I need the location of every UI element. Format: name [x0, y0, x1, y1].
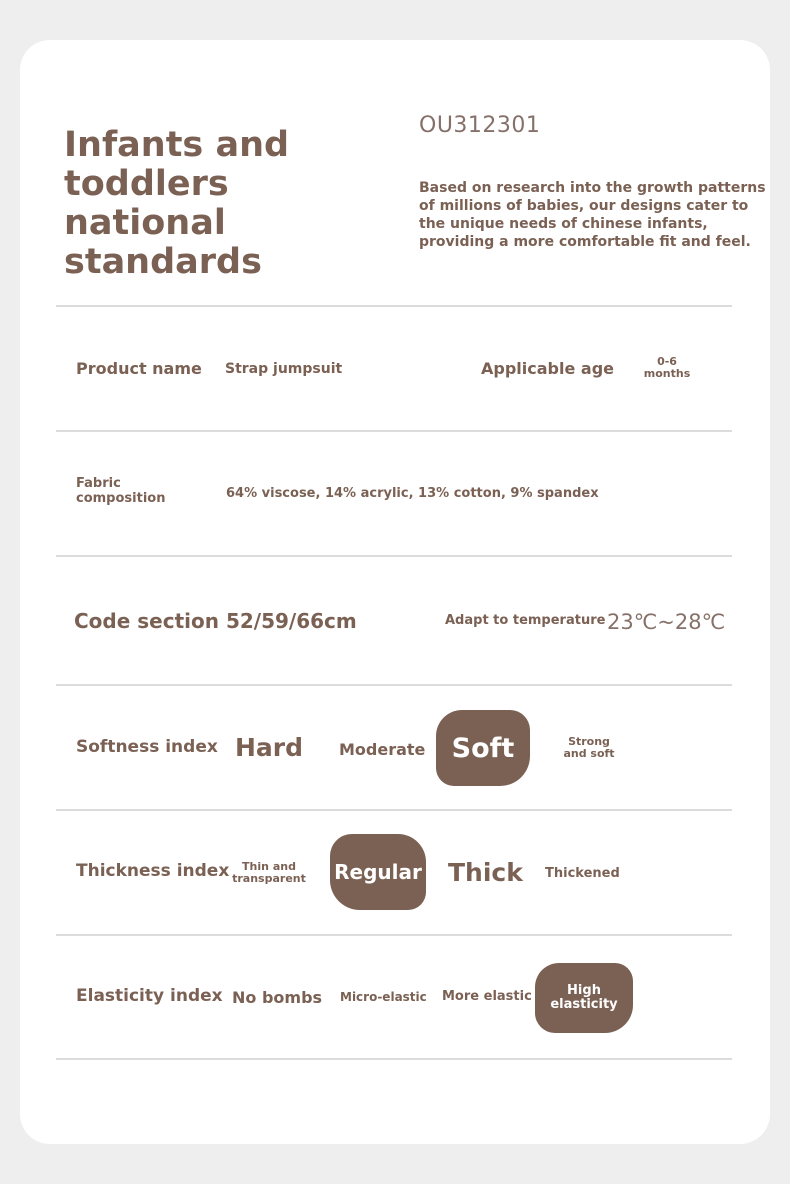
code-section: Code section 52/59/66cm: [74, 609, 357, 633]
softness-option-soft: Soft: [451, 732, 515, 764]
softness-option-strong: [556, 736, 622, 760]
divider: [56, 305, 732, 307]
product-name-label: Product name: [76, 359, 202, 378]
elasticity-option-no-bombs: No bombs: [232, 988, 323, 1007]
divider: [56, 555, 732, 557]
elasticity-label: Elasticity index: [76, 986, 223, 1006]
thin-line-1: Thin and: [242, 860, 296, 873]
fabric-label-line-2: composition: [76, 491, 166, 506]
divider: [56, 809, 732, 811]
thickness-label: Thickness index: [76, 861, 230, 881]
elasticity-option-micro: Micro-elastic: [340, 990, 427, 1004]
elasticity-selected-badge: [535, 963, 633, 1033]
softness-selected-badge: [436, 710, 530, 786]
high-line-2: elasticity: [550, 997, 618, 1012]
thickness-option-regular: Regular: [334, 860, 422, 884]
thin-line-2: transparent: [232, 872, 306, 885]
fabric-label-line-1: Fabric: [76, 476, 121, 491]
divider: [56, 1058, 732, 1060]
divider: [56, 684, 732, 686]
product-name-value: Strap jumpsuit: [225, 361, 343, 377]
description: Based on research into the growth patterns of millions of babies, our designs cater to the unique needs of chinese infants, providing a more comfortable fit and feel.: [419, 180, 766, 250]
softness-option-moderate: Moderate: [339, 740, 426, 759]
thickness-option-thickened: Thickened: [545, 866, 620, 881]
divider: [56, 430, 732, 432]
softness-label: Softness index: [76, 737, 218, 757]
thickness-option-thick: Thick: [448, 858, 523, 887]
temperature-value: 23℃~28℃: [607, 610, 726, 634]
applicable-age-label: Applicable age: [481, 359, 614, 378]
elasticity-option-high: [550, 984, 617, 1012]
product-code: OU312301: [419, 113, 541, 138]
fabric-value: 64% viscose, 14% acrylic, 13% cotton, 9% spandex: [226, 486, 599, 501]
thickness-option-thin: [232, 861, 306, 885]
strong-line-1: Strong: [568, 735, 610, 748]
applicable-age-value: [640, 356, 694, 380]
thickness-selected-badge: [330, 834, 426, 910]
page-title: Infants and toddlers national standards: [64, 125, 290, 282]
softness-option-hard: Hard: [235, 733, 304, 762]
age-line-1: 0-6: [657, 355, 677, 368]
divider: [56, 934, 732, 936]
strong-line-2: and soft: [563, 747, 615, 760]
age-line-2: months: [643, 367, 691, 380]
temperature-label: Adapt to temperature: [445, 613, 606, 628]
high-line-1: High: [567, 983, 601, 998]
elasticity-option-more: More elastic: [442, 989, 532, 1004]
fabric-label: [76, 476, 165, 506]
